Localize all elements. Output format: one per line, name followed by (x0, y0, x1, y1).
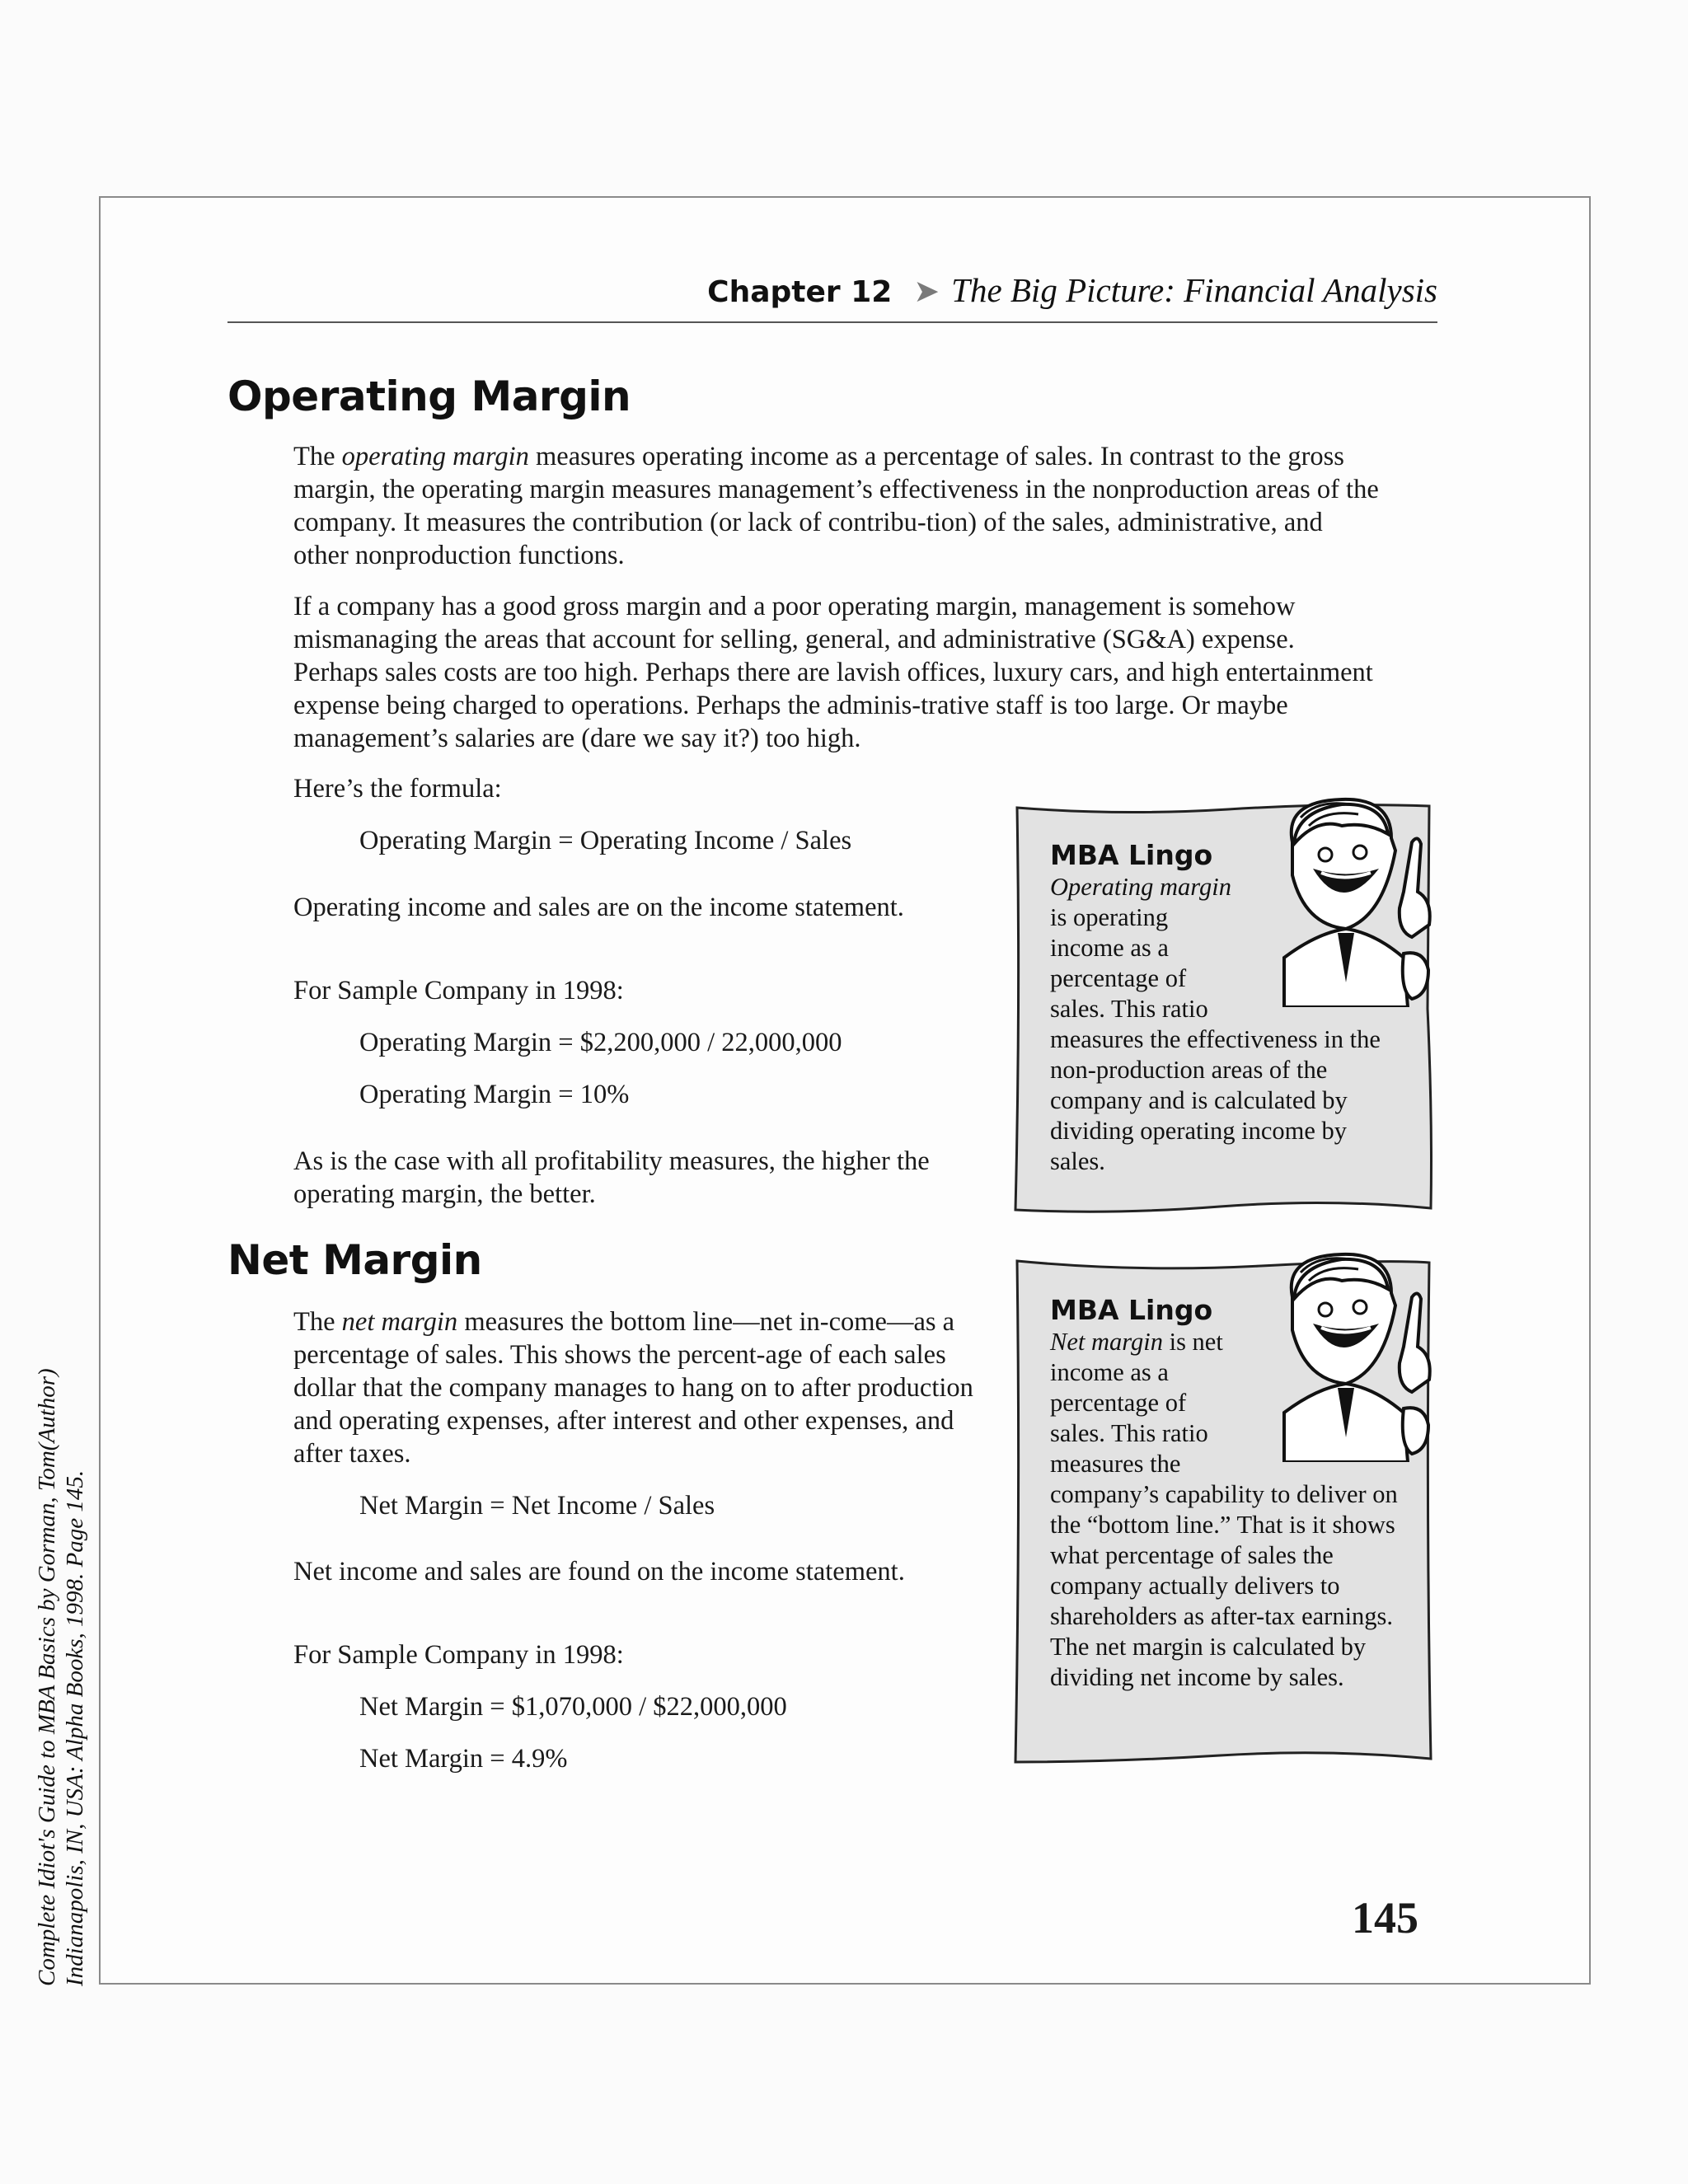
calculation: Operating Margin = 10% (359, 1080, 630, 1109)
mba-lingo-sidebar-operating (1014, 803, 1432, 1213)
sidebar-text (1050, 839, 1403, 1177)
sidebar-text (1050, 1294, 1403, 1693)
calculation: Net Margin = $1,070,000 / $22,000,000 (359, 1692, 787, 1722)
term-net-margin: net margin (341, 1307, 458, 1337)
sidebar-definition: is operating income as a percentage of sales. This ratio measures the effectiveness in the non-production areas of the company and is calculated by dividing operating income by sales. (1050, 903, 1381, 1175)
formula: Net Margin = Net Income / Sales (359, 1491, 715, 1521)
paragraph: If a company has a good gross margin and a poor operating margin, management is somehow mismanaging the areas that account for selling, general, and administrative (SG&A) expense. Perhaps sales costs are too high. Perhaps there are lavish offices, luxury cars, and high entertainment expense being charged to operations. Perhaps the adminis-trative staff is too large. Or maybe management’s salaries are (dare we say it?) too high. (293, 592, 1373, 753)
paragraph: As is the case with all profitability measures, the higher the operating margin, the better. (293, 1146, 930, 1209)
mba-lingo-sidebar-net (1014, 1258, 1432, 1765)
paragraph: The operating margin measures operating income as a percentage of sales. In contrast to the gross margin, the operating margin measures management’s effectiveness in the nonproduction areas of the company. It measures the contribution (or lack of contribu-tion) of the sales, administrative, and other nonproduction functions. (293, 442, 1379, 570)
page-number: 145 (1352, 1893, 1418, 1943)
citation-line: Complete Idiot's Guide to MBA Basics by Gorman, Tom(Author) (34, 1368, 60, 1986)
calculation: Operating Margin = $2,200,000 / 22,000,000 (359, 1028, 842, 1057)
paragraph: Here’s the formula: (293, 774, 502, 804)
paragraph: The net margin measures the bottom line—net in-come—as a percentage of sales. This shows the percent-age of each sales dollar that the company manages to hang on to after production and operating expenses, after interest and other expenses, and after taxes. (293, 1307, 973, 1469)
calculation: Net Margin = 4.9% (359, 1744, 568, 1774)
sidebar-title: MBA Lingo (1050, 1294, 1213, 1326)
term-operating-margin: operating margin (341, 442, 529, 471)
sidebar-term: Operating margin (1050, 873, 1231, 901)
paragraph: For Sample Company in 1998: (293, 976, 624, 1005)
running-header (227, 270, 1437, 323)
chapter-label: Chapter 12 (707, 275, 893, 309)
sidebar-title: MBA Lingo (1050, 839, 1213, 871)
paragraph: Operating income and sales are on the income statement. (293, 893, 904, 922)
paragraph: For Sample Company in 1998: (293, 1640, 624, 1670)
net-margin-intro (293, 1305, 978, 1470)
section-heading-operating-margin: Operating Margin (227, 373, 631, 420)
formula: Operating Margin = Operating Income / Sales (359, 826, 852, 855)
paragraph: Net income and sales are found on the income statement. (293, 1557, 905, 1586)
section-heading-net-margin: Net Margin (227, 1236, 482, 1284)
citation-line: Indianapolis, IN, USA: Alpha Books, 1998. Page 145. (62, 1469, 88, 1986)
arrow-icon: ➤ (913, 273, 940, 309)
chapter-title: The Big Picture: Financial Analysis (951, 271, 1437, 309)
sidebar-definition: is net income as a percentage of sales. This ratio measures the company’s capability to deliver on the “bottom line.” That is it shows what percentage of sales the company actually delivers to shareholders as after-tax earnings. The net margin is calculated by dividing net income by sales. (1050, 1328, 1398, 1691)
operating-margin-intro (293, 440, 1381, 572)
citation (33, 1368, 89, 1986)
sidebar-term: Net margin (1050, 1328, 1163, 1356)
